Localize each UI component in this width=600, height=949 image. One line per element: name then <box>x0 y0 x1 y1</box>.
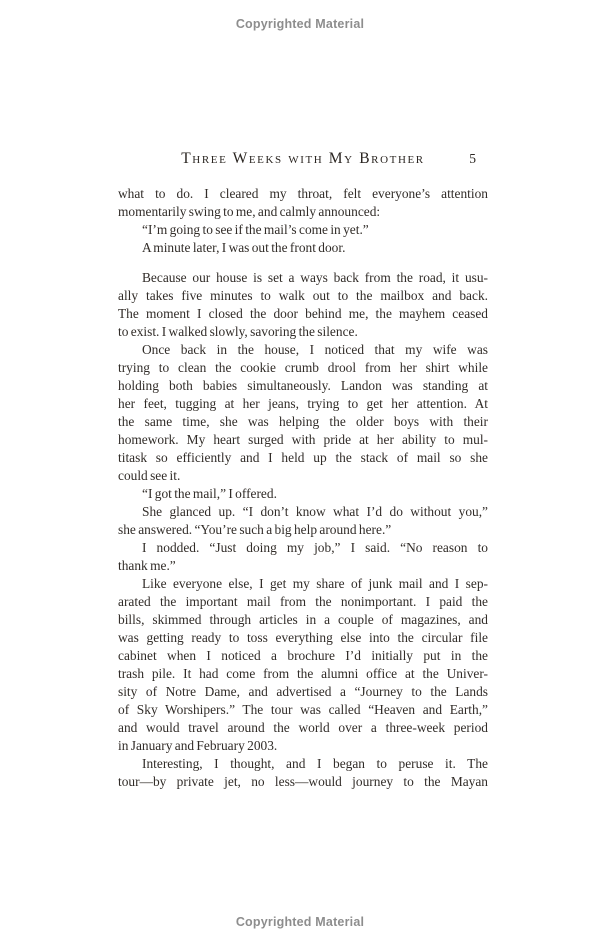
text-line: what to do. I cleared my throat, felt everyone’s attention <box>118 186 488 201</box>
running-header <box>118 150 488 168</box>
text-line: and would travel around the world over a three-week period <box>118 720 488 735</box>
text-line: of Sky Worshipers.” The tour was called “Heaven and Earth,” <box>118 702 488 717</box>
text-line: Like everyone else, I get my share of junk mail and I sep- <box>142 576 488 591</box>
text-line: momentarily swing to me, and calmly announced: <box>118 204 381 219</box>
text-line: could see it. <box>118 468 181 483</box>
copyright-notice-bottom: Copyrighted Material <box>235 915 365 929</box>
book-title-header: Three Weeks with My Brother <box>181 150 425 167</box>
page-number: 5 <box>469 151 476 166</box>
text-line: was getting ready to toss everything else into the circular file <box>118 630 488 645</box>
text-line: arated the important mail from the nonimportant. I paid the <box>118 594 488 609</box>
text-line: Because our house is set a ways back from the road, it usu- <box>142 270 488 285</box>
text-line: cabinet when I noticed a brochure I’d initially put in the <box>118 648 488 663</box>
text-line: bills, skimmed through articles in a couple of magazines, and <box>118 612 488 627</box>
text-line: I nodded. “Just doing my job,” I said. “No reason to <box>142 540 488 555</box>
page-body-text <box>118 185 488 791</box>
text-line: A minute later, I was out the front door. <box>142 240 346 255</box>
text-line: “I got the mail,” I offered. <box>142 486 277 501</box>
text-line: “I’m going to see if the mail’s come in yet.” <box>142 222 369 237</box>
text-line: ally takes five minutes to walk out to the mailbox and back. <box>118 288 488 303</box>
text-line: to exist. I walked slowly, savoring the silence. <box>118 324 358 339</box>
text-line: her feet, tugging at her jeans, trying to get her attention. At <box>118 396 488 411</box>
copyright-notice-top: Copyrighted Material <box>235 17 365 31</box>
text-line: trash pile. It had come from the alumni office at the Univer- <box>118 666 488 681</box>
text-line: she answered. “You’re such a big help around here.” <box>118 522 392 537</box>
text-line: holding both babies simultaneously. Landon was standing at <box>118 378 488 393</box>
text-line: homework. My heart surged with pride at her ability to mul- <box>118 432 488 447</box>
text-line: in January and February 2003. <box>118 738 278 753</box>
text-line: the same time, she was helping the older boys with their <box>118 414 488 429</box>
text-line: tour—by private jet, no less—would journey to the Mayan <box>118 774 488 789</box>
text-line: thank me.” <box>118 558 176 573</box>
text-line: Interesting, I thought, and I began to peruse it. The <box>142 756 488 771</box>
text-line: The moment I closed the door behind me, the mayhem ceased <box>118 306 488 321</box>
text-line: trying to clean the cookie crumb drool from her shirt while <box>118 360 488 375</box>
text-line: Once back in the house, I noticed that my wife was <box>142 342 488 357</box>
text-line: sity of Notre Dame, and advertised a “Journey to the Lands <box>118 684 488 699</box>
text-line: She glanced up. “I don’t know what I’d do without you,” <box>142 504 488 519</box>
text-line: titask so efficiently and I held up the stack of mail so she <box>118 450 488 465</box>
